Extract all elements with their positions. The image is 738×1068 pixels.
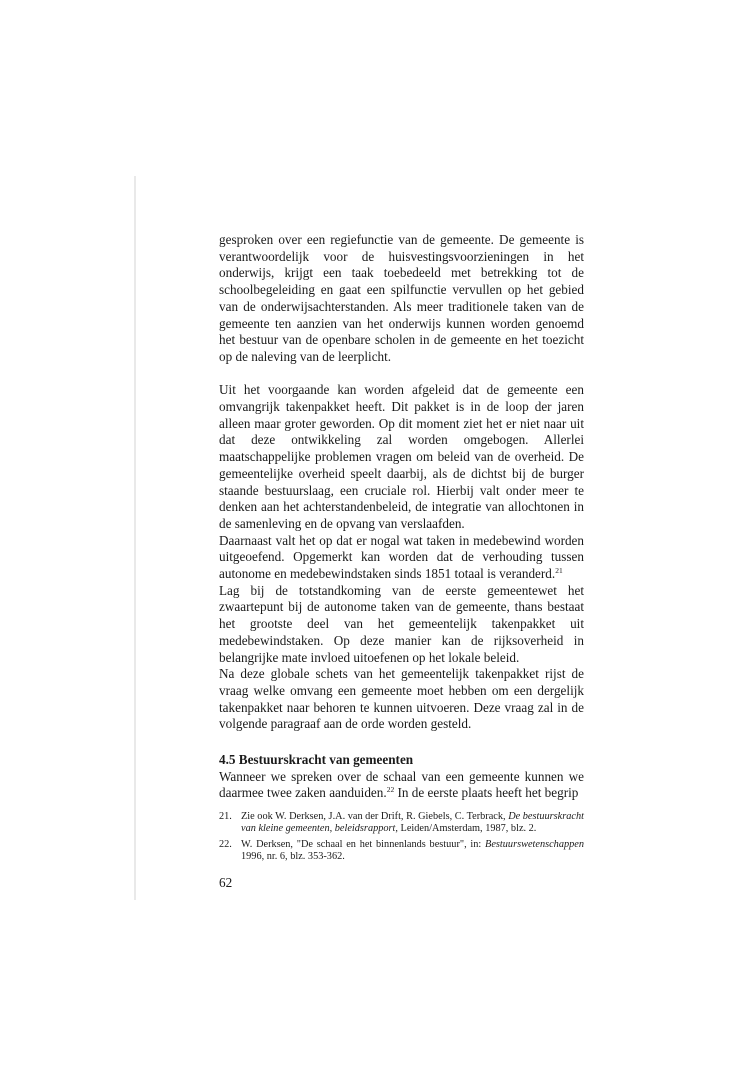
paragraph-first-municipal-law: Lag bij de totstandkoming van de eerste gemeentewet het zwaartepunt bij de autonome taken van de gemeente, thans bestaat het grootste deel van het gemeentelijk takenpakket uit medebewindstaken. Op deze manier kan de rijksoverheid in belangrijke mate invloed uitoefenen op het lokale beleid. (219, 582, 584, 665)
footnote-ref-21: 21 (555, 566, 563, 576)
paragraph-co-governance-text: Daarnaast valt het op dat er nogal wat taken in medebewind worden uitgeoefend. Opgemerkt kan worden dat de verhouding tussen autonome en medebewindstaken sinds 1851 totaal is veranderd. (219, 532, 584, 582)
footnote-plain: W. Derksen, "De schaal en het binnenlands bestuur", in: (241, 838, 486, 850)
footnote-21 (219, 811, 584, 835)
scan-edge-shadow (134, 176, 136, 900)
footnote-text (241, 839, 584, 863)
footnote-title: De bestuurskracht van kleine gemeenten, beleidsrapport (241, 811, 584, 835)
footnote-ref-22: 22 (386, 785, 395, 795)
book-page (219, 232, 584, 891)
footnote-end: 1996, nr. 6, blz. 353-362. (241, 850, 345, 862)
footnote-end: , Leiden/Amsterdam, 1987, blz. 2. (395, 823, 537, 835)
section-heading: 4.5 Bestuurskracht van gemeenten (219, 752, 414, 768)
paragraph-education-tasks: gesproken over een regiefunctie van de gemeente. De gemeente is verantwoordelijk voor de huisvestingsvoorzieningen in het onderwijs, krijgt een taak toebedeeld met betrekking tot de schoolbegeleiding en gaat een spilfunctie vervullen op het gebied van de onderwijsachterstanden. Als meer traditionele taken van de gemeente ten aanzien van het onderwijs kunnen worden genoemd het bestuur van de openbare scholen in de gemeente en het toezicht op de naleving van de leerplicht. (219, 232, 584, 364)
paragraph-scale (219, 769, 584, 802)
footnote-number: 21. (219, 811, 232, 823)
footnote-number: 22. (219, 838, 232, 850)
footnotes (219, 811, 584, 863)
paragraph-task-package: Uit het voorgaande kan worden afgeleid dat de gemeente een omvangrijk takenpakket heeft. Dit pakket is in de loop der jaren alleen maar groter geworden. Op dit moment ziet het er niet naar uit dat deze ontwikkeling zal worden omgebogen. Allerlei maatschappelijke problemen vragen om beleid van de overheid. De gemeentelijke overheid speelt daarbij, als de dichtst bij de burger staande bestuurslaag, een cruciale rol. Hierbij valt onder meer te denken aan het achterstandenbeleid, de integratie van allochtonen in de samenleving en de opvang van verslaafden. (219, 382, 584, 531)
page-number: 62 (219, 875, 233, 890)
footnote-text (241, 811, 584, 835)
scale-text-end: In de eerste plaats heeft het begrip (394, 785, 579, 801)
paragraph-co-governance (219, 533, 584, 583)
footnote-22 (219, 839, 584, 863)
scale-text-start: Wanneer we spreken over de schaal van een gemeente kunnen we daarmee twee zaken aanduiden. (219, 768, 584, 801)
footnote-plain: Zie ook W. Derksen, J.A. van der Drift, R. Giebels, C. Terbrack, (241, 811, 509, 823)
paragraph-global-sketch: Na deze globale schets van het gemeentelijk takenpakket rijst de vraag welke omvang een gemeente moet hebben om een dergelijk takenpakket naar behoren te kunnen uitvoeren. Deze vraag zal in de volgende paragraaf aan de orde worden gesteld. (219, 666, 584, 732)
footnote-title: Bestuurswetenschappen (485, 838, 584, 850)
